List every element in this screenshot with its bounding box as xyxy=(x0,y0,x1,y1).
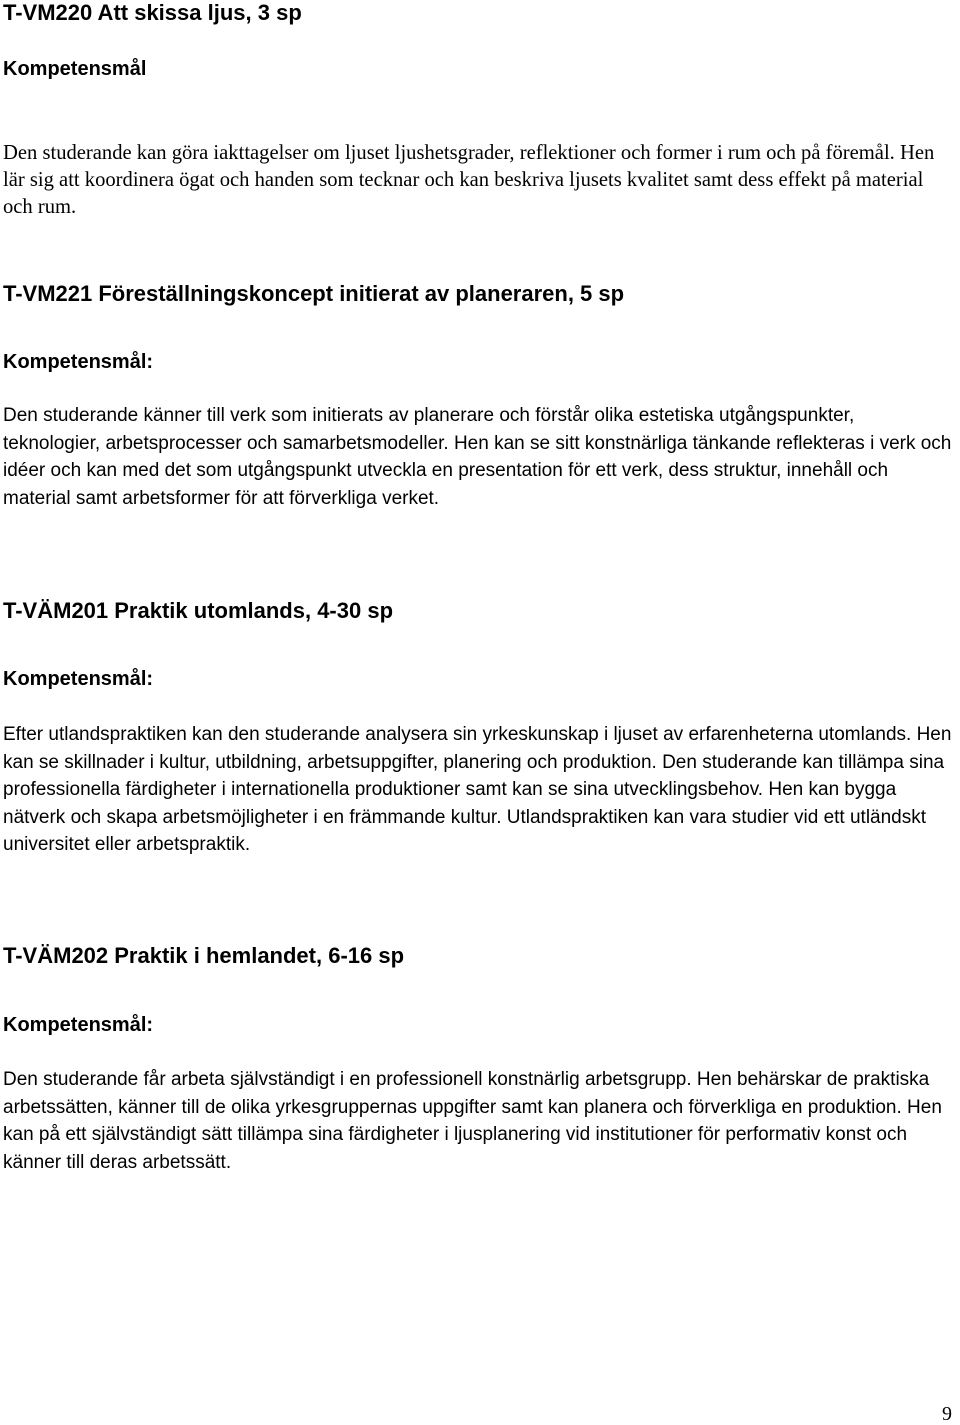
course-title: T-VÄM202 Praktik i hemlandet, 6-16 sp xyxy=(3,943,405,968)
competence-text: Den studerande känner till verk som initierats av planerare och förstår olika estetiska utgångspunkter, teknologier, arbetsprocesser och samarbetsmodeller. Hen kan se sitt konstnärliga tänkande reflekteras i verk och idéer och kan med det som utgångspunkt utveckla en presentation för ett verk, dess struktur, innehåll och material samt arbetsformer för att förverkliga verket. xyxy=(3,405,952,509)
competence-heading: Kompetensmål: xyxy=(3,668,154,690)
competence-text: Den studerande kan göra iakttagelser om ljuset ljushetsgrader, reflektioner och former i rum och på föremål. Hen lär sig att koordinera ögat och handen som tecknar och kan beskriva ljusets kvalitet samt dess effekt på material och rum. xyxy=(3,142,935,218)
course-title: T-VM221 Föreställningskoncept initierat av planeraren, 5 sp xyxy=(3,281,625,306)
competence-text: Efter utlandspraktiken kan den studerande analysera sin yrkeskunskap i ljuset av erfarenheterna utomlands. Hen kan se skillnader i kultur, utbildning, arbetsuppgifter, planering och produktion. Den studerande kan tillämpa sina professionella färdigheter i internationella produktioner samt kan se sina utvecklingsbehov. Hen kan bygga nätverk och skapa arbetsmöjligheter i en främmande kultur. Utlandspraktiken kan vara studier vid ett utländskt universitet eller arbetspraktik. xyxy=(3,724,952,855)
course-title: T-VÄM201 Praktik utomlands, 4-30 sp xyxy=(3,598,394,623)
competence-heading: Kompetensmål xyxy=(3,58,147,80)
competence-heading: Kompetensmål: xyxy=(3,351,154,373)
competence-heading: Kompetensmål: xyxy=(3,1014,154,1036)
course-title: T-VM220 Att skissa ljus, 3 sp xyxy=(3,0,302,25)
page-number: 9 xyxy=(942,1403,952,1425)
competence-text: Den studerande får arbeta självständigt i en professionell konstnärlig arbetsgrupp. Hen behärskar de praktiska arbetssätten, känner till de olika yrkesgruppernas uppgifter samt kan planera och förverkliga en produktion. Hen kan på ett självständigt sätt tillämpa sina färdigheter i ljusplanering vid institutioner för performativ konst och känner till deras arbetssätt. xyxy=(3,1069,942,1173)
